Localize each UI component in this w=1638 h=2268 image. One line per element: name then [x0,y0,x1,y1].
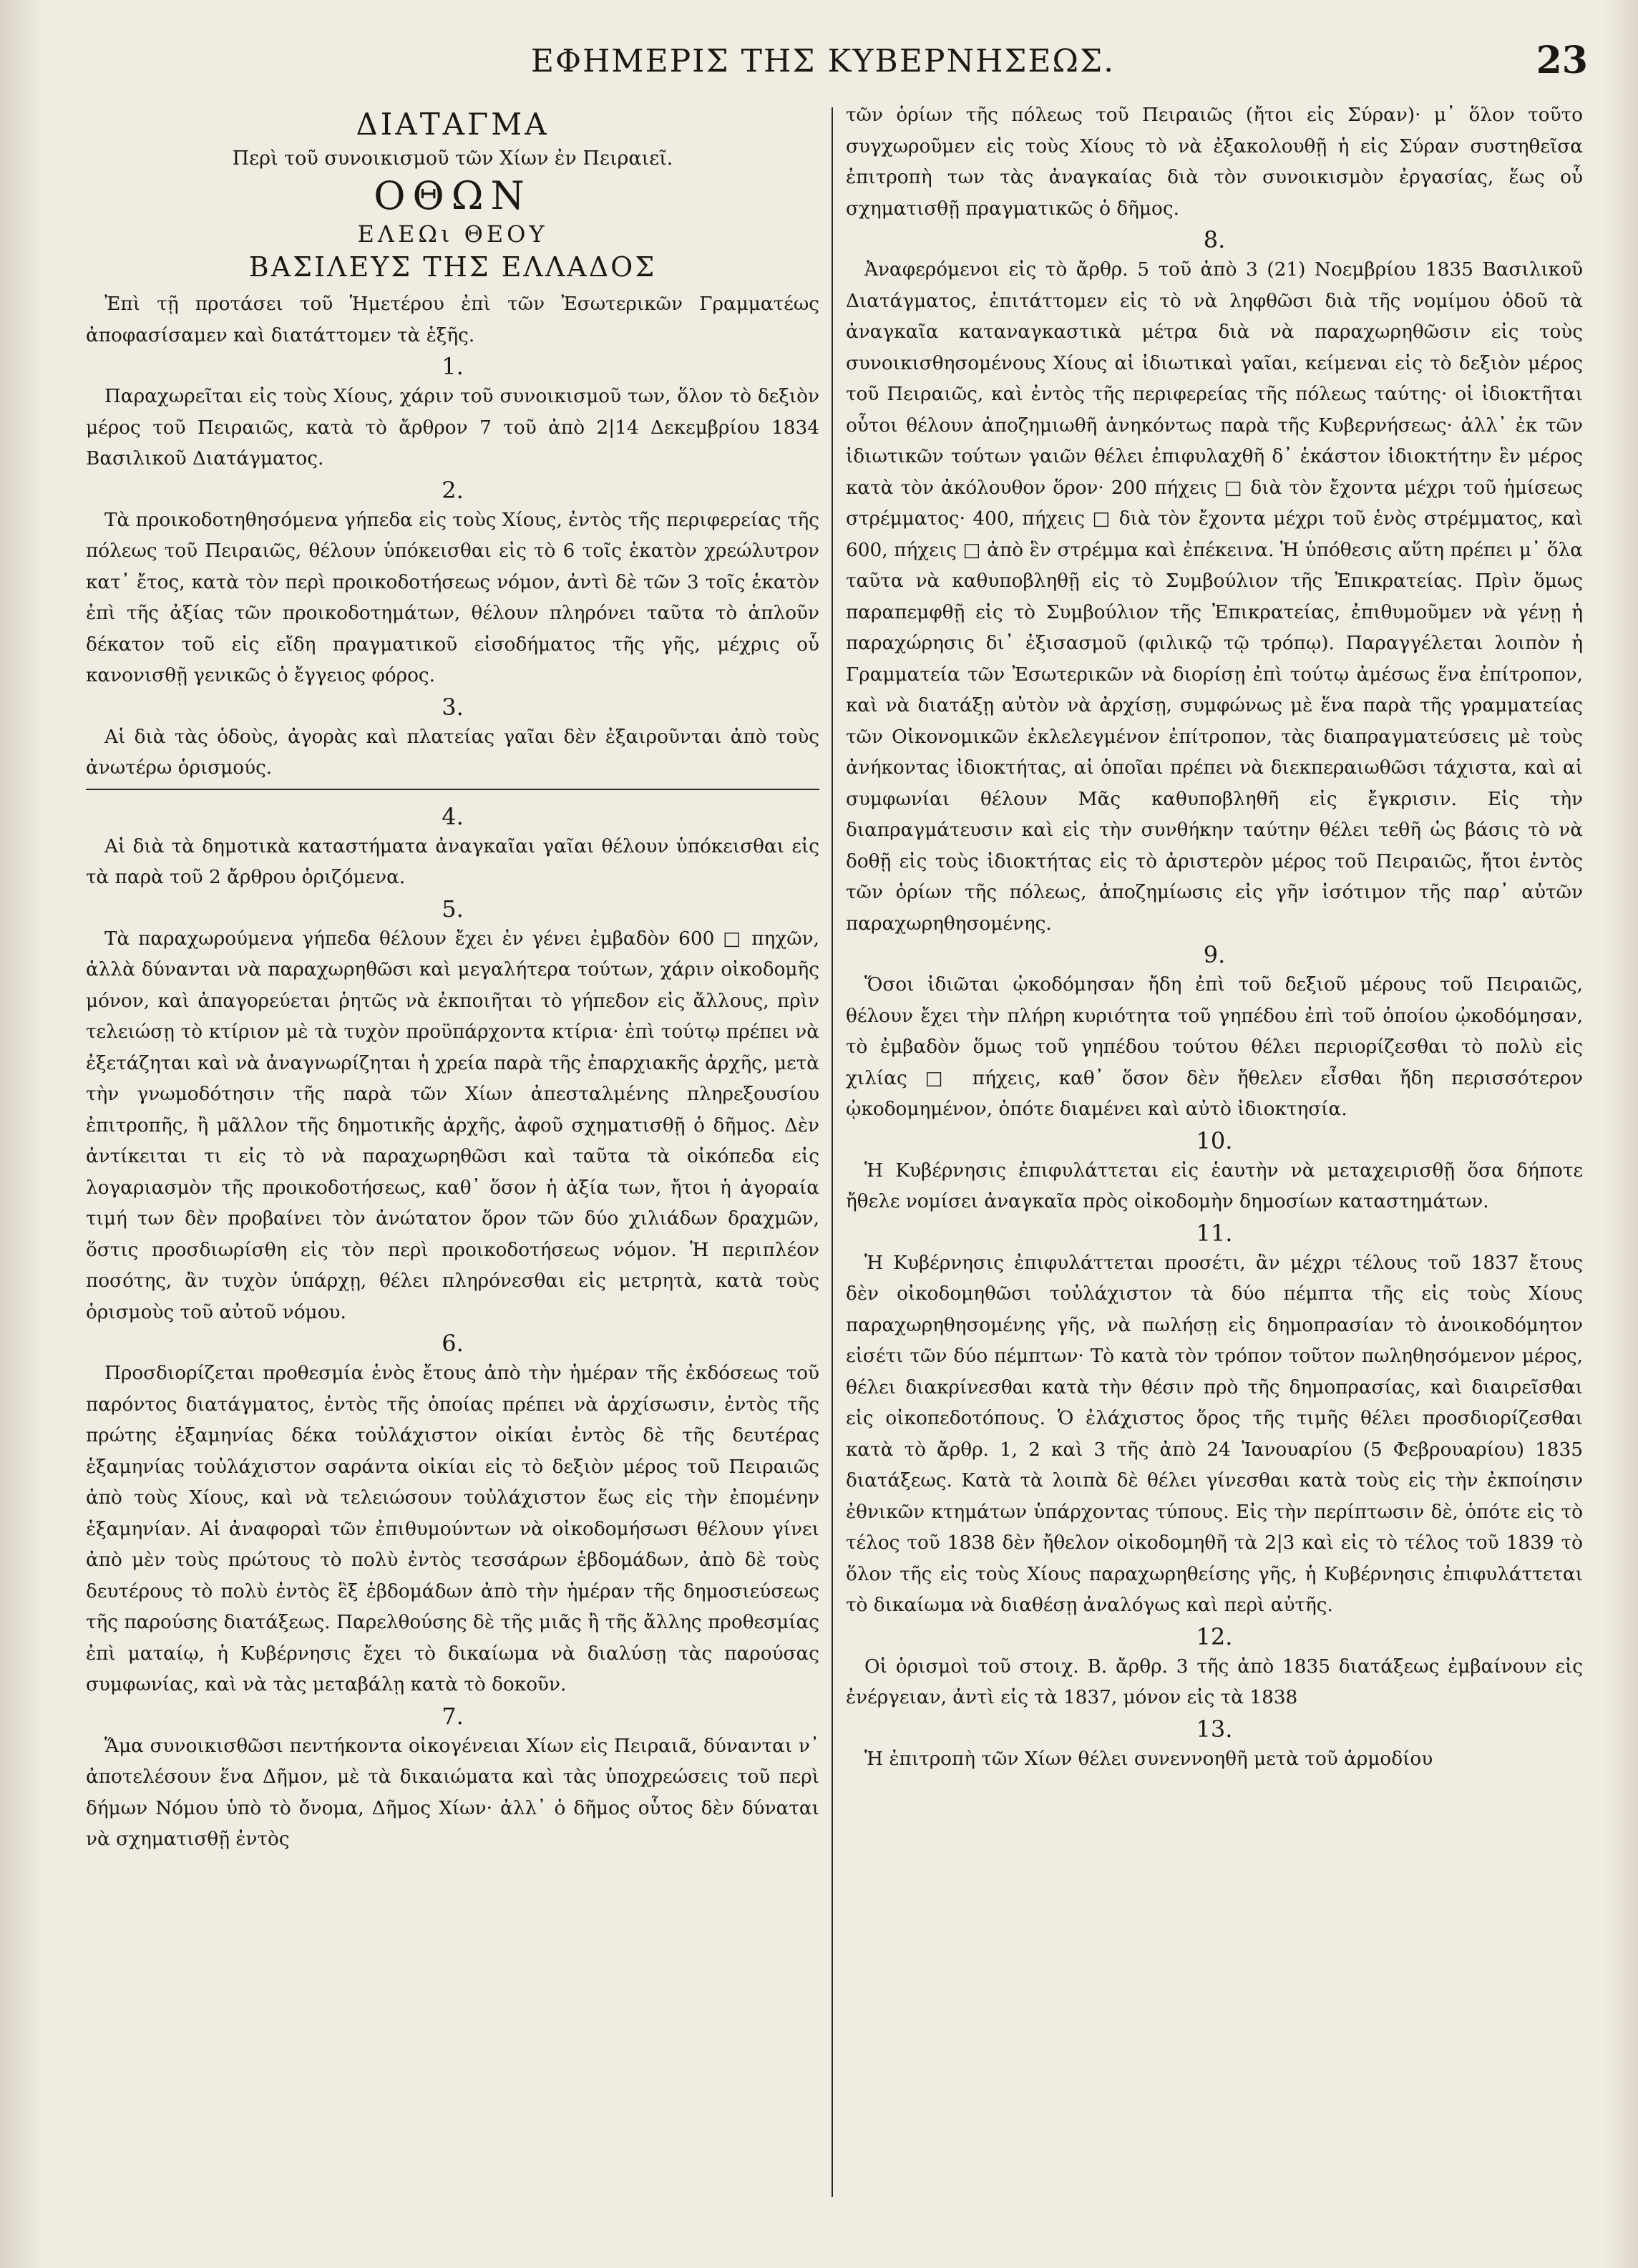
article-text: Ἀναφερόμενοι εἰς τὸ ἄρθρ. 5 τοῦ ἀπὸ 3 (21) Νοεμβρίου 1835 Βασιλικοῦ Διατάγματος, ἐπιτάττομεν εἰς τὸ νὰ ληφθῶσι διὰ τῆς νομίμου ὁδοῦ τὰ ἀναγκαῖα καταναγκαστικὰ μέτρα διὰ νὰ παραχωρηθῶσιν εἰς τοὺς συνοικισθησομένους Χίους αἱ ἰδιωτικαὶ γαῖαι, κείμεναι εἰς τὸ δεξιὸν μέρος τοῦ Πειραιῶς, καὶ ἐντὸς τῆς περιφερείας τῆς πόλεως ταύτης· οἱ ἰδιοκτῆται οὗτοι θέλουν ἀποζημιωθῆ ἀνηκόντως παρὰ τῆς Κυβερνήσεως· ἀλλ᾽ ἐκ τῶν ἰδιωτικῶν τούτων γαιῶν θέλει ἐπιφυλαχθῆ δ᾽ ἑκάστον ἰδιοκτήτην ἓν μέρος κατὰ τὸν ἀκόλουθον ὅρον· 200 πήχεις □ διὰ τὸν ἔχοντα μέχρι τοῦ ἡμίσεως στρέμματος· 400, πήχεις □ διὰ τὸν ἔχοντα μέχρι τοῦ ἑνὸς στρέμματος, καὶ 600, πήχεις □ ἀπὸ ἓν στρέμμα καὶ ἐπέκεινα. Ἡ ὑπόθεσις αὕτη πρέπει μ᾽ ὅλα ταῦτα νὰ καθυποβληθῇ εἰς τὸ Συμβούλιον τῆς Ἐπικρατείας. Πρὶν ὅμως παραπεμφθῇ εἰς τὸ Συμβούλιον τῆς Ἐπικρατείας, ἐπιθυμοῦμεν νὰ γένῃ ἡ παραχώρησις δι᾽ ἐξισασμοῦ (φιλικῷ τῷ τρόπῳ). Παραγγέλεται λοιπὸν ἡ Γραμματεία τῶν Ἐσωτερικῶν νὰ διορίσῃ ἐπὶ τούτῳ ἀμέσως ἕνα ἐπίτροπον, καὶ νὰ διατάξῃ αὐτὸν νὰ ἀρχίσῃ, συμφώνως μὲ ἕνα παρὰ τῆς γραμματείας τῶν Οἰκονομικῶν ἐκλελεγμένον ἐπίτροπον, τὰς διαπραγματεύσεις μὲ τοὺς ἀνήκοντας ἰδιοκτήτας, αἱ ὁποῖαι πρέπει νὰ διεκπεραιωθῶσι τάχιστα, καὶ αἱ συμφωνίαι θέλουν Μᾶς καθυποβληθῆ εἰς ἔγκρισιν. Εἰς τὴν διαπραγμάτευσιν καὶ εἰς τὴν συνθήκην ταύτην θέλει τεθῆ ὡς βάσις τὸ νὰ δοθῇ εἰς τοὺς ἰδιοκτήτας εἰς τὸ ἀριστερὸν μέρος τοῦ Πειραιῶς, ἤτοι ἐντὸς τῶν ὁρίων τῆς πόλεως, ἀποζημίωσις εἰς γῆν ἰσότιμον τῆς παρ᾽ αὐτῶν παραχωρηθησομένης. [846,259,1583,935]
decree-heading: ΔΙΑΤΑΓΜΑ [356,107,550,142]
article-text: Ὅσοι ἰδιῶται ᾠκοδόμησαν ἤδη ἐπὶ τοῦ δεξιοῦ μέρους τοῦ Πειραιῶς, θέλουν ἔχει τὴν πλήρη κυριότητα τοῦ γηπέδου ἐπὶ τοῦ ὁποίου ᾠκοδόμησαν, τὸ ἐμβαδὸν ὅμως τοῦ γηπέδου τούτου θέλει περιορίζεσθαι τὸ πολὺ εἰς χιλίας □ πήχεις, καθ᾽ ὅσον δὲν ἤθελεν εἶσθαι ἤδη περισσότερον ᾠκοδομημένον, ὁπότε διαμένει καὶ αὐτὸ ἰδιοκτησία. [846,974,1583,1120]
article-text: Ἡ Κυβέρνησις ἐπιφυλάττεται εἰς ἑαυτὴν νὰ μεταχειρισθῇ ὅσα δήποτε ἤθελε νομίσει ἀναγκαῖα πρὸς οἰκοδομὴν δημοσίων καταστημάτων. [846,1159,1583,1212]
article-number: 8. [1203,226,1226,253]
king-name: ΟΘΩΝ [374,173,532,218]
article-number: 1. [442,353,464,380]
article-number: 4. [442,802,464,830]
article-text: Προσδιορίζεται προθεσμία ἑνὸς ἔτους ἀπὸ τὴν ἡμέραν τῆς ἐκδόσεως τοῦ παρόντος διατάγματος, ἐντὸς τῆς ὁποίας πρέπει νὰ ἀρχίσωσιν, ἐντὸς τῆς πρώτης ἑξαμηνίας δέκα τοὐλάχιστον οἰκίαι ἐντὸς δὲ τῆς δευτέρας ἑξαμηνίας τοὐλάχιστον σαράντα οἰκίαι εἰς τὸ δεξιὸν μέρος τοῦ Πειραιῶς ἀπὸ τοὺς Χίους, καὶ νὰ τελειώσουν τοὐλάχιστον ἕως εἰς τὴν ἐπομένην ἑξαμηνίαν. Αἱ ἀναφοραὶ τῶν ἐπιθυμούντων νὰ οἰκοδομήσωσι θέλουν γίνει ἀπὸ μὲν τοὺς πρώτους τὸ πολὺ ἐντὸς τεσσάρων ἑβδομάδων, ἀπὸ δὲ τοὺς δευτέρους τὸ πολὺ ἐντὸς ἓξ ἑβδομάδων ἀπὸ τὴν ἡμέραν τῆς δημοσιεύσεως τῆς παρούσης διατάξεως. Παρελθούσης δὲ τῆς μιᾶς ἢ τῆς ἄλλης προθεσμίας ἐπὶ ματαίῳ, ἡ Κυβέρνησις ἔχει τὸ δικαίωμα νὰ διαλύσῃ τὰς παρούσας συμφωνίας, καὶ νὰ τὰς μεταβάλῃ κατὰ τὸ δοκοῦν. [86,1363,819,1695]
article-number: 11. [1196,1219,1233,1247]
article-number: 12. [1196,1622,1233,1650]
continued-text: τῶν ὁρίων τῆς πόλεως τοῦ Πειραιῶς (ἤτοι εἰς Σύραν)· μ᾽ ὅλον τοῦτο συγχωροῦμεν εἰς τοὺς Χίους τὸ νὰ ἐξακολουθῇ ἡ εἰς Σύραν συστηθεῖσα ἐπιτροπὴ των τὰς ἀναγκαίας διὰ τὸν συνοικισμὸν ἐργασίας, ἕως οὗ σχηματισθῇ πραγματικῶς ὁ δῆμος. [846,104,1583,220]
article-text: Αἱ διὰ τὰ δημοτικὰ καταστήματα ἀναγκαῖαι γαῖαι θέλουν ὑπόκεισθαι εἰς τὰ παρὰ τοῦ 2 ἄρθρου ὁριζόμενα. [86,835,819,888]
running-head [0,39,1638,93]
article-number: 3. [442,693,464,721]
article-text: Αἱ διὰ τὰς ὁδοὺς, ἀγορὰς καὶ πλατείας γαῖαι δὲν ἐξαιροῦνται ἀπὸ τοὺς ἀνωτέρω ὁρισμούς. [86,726,819,779]
gazette-title: ΕΦΗΜΕΡΙΣ ΤΗΣ ΚΥΒΕΡΝΗΣΕΩΣ. [530,43,1116,79]
article-number: 7. [442,1702,464,1730]
right-column [846,100,1583,1775]
article-text: Ἅμα συνοικισθῶσι πεντήκοντα οἰκογένειαι Χίων εἰς Πειραιᾶ, δύνανται ν᾽ ἀποτελέσουν ἕνα Δῆμον, μὲ τὰ δικαιώματα καὶ τὰς ὑποχρεώσεις τοῦ περὶ δήμων Νόμου ὑπὸ τὸ ὄνομα, Δῆμος Χίων· ἀλλ᾽ ὁ δῆμος οὗτος δὲν δύναται νὰ σχηματισθῇ ἐντὸς [86,1735,819,1850]
decree-subject: Περὶ τοῦ συνοικισμοῦ τῶν Χίων ἐν Πειραιεῖ. [232,147,673,170]
article-text: Ἡ Κυβέρνησις ἐπιφυλάττεται προσέτι, ἂν μέχρι τέλους τοῦ 1837 ἔτους δὲν οἰκοδομηθῶσι τοὐλάχιστον τὰ δύο πέμπτα τῆς εἰς τοὺς Χίους παραχωρηθησομένης γῆς, νὰ πωλήσῃ εἰς δημοπρασίαν τὸ ἀνοικοδόμητον εἰσέτι τῶν δύο πέμπτων· Τὸ κατὰ τὸν τρόπον τοῦτον πωληθησόμενον μέρος, θέλει διακρίνεσθαι κατὰ τὴν θέσιν πρὸ τῆς δημοπρασίας, καὶ διαιρεῖσθαι εἰς οἰκοπεδοτόπους. Ὁ ἐλάχιστος ὅρος τῆς τιμῆς θέλει προσδιορίζεσθαι κατὰ τὸ ἄρθρ. 1, 2 καὶ 3 τῆς ἀπὸ 24 Ἰανουαρίου (5 Φεβρουαρίου) 1835 διατάξεως. Κατὰ τὰ λοιπὰ δὲ θέλει γίνεσθαι κατὰ τοὺς εἰς τὴν ἐκποίησιν ἐθνικῶν κτημάτων ὑπάρχοντας τύπους. Εἰς τὴν περίπτωσιν δὲ, ὁπότε εἰς τὸ τέλος τοῦ 1838 δὲν ἤθελον οἰκοδομηθῆ τὰ 2|3 καὶ εἰς τὸ τέλος τοῦ 1839 τὸ ὅλον τῆς εἰς τοὺς Χίους παραχωρηθείσης γῆς, ἡ Κυβέρνησις ἐπιφυλάττεται τὸ δικαίωμα νὰ διαθέσῃ ἀναλόγως καὶ περὶ αὐτῆς. [846,1252,1583,1616]
article-text: Οἱ ὁρισμοὶ τοῦ στοιχ. Β. ἄρθρ. 3 τῆς ἀπὸ 1835 διατάξεως ἐμβαίνουν εἰς ἐνέργειαν, ἀντὶ εἰς τὰ 1837, μόνον εἰς τὰ 1838 [846,1655,1583,1708]
grace-of-god: ΕΛΕΩι ΘΕΟΥ [357,220,548,248]
article-text: Τὰ παραχωρούμενα γήπεδα θέλουν ἔχει ἐν γένει ἐμβαδὸν 600 □ πηχῶν, ἀλλὰ δύνανται νὰ παραχωρηθῶσι καὶ μεγαλήτερα τούτων, χάριν οἰκοδομῆς μόνον, καὶ ἀπαγορεύεται ῥητῶς νὰ ἐκποιῆται τὸ γήπεδον εἰς ἄλλους, πρὶν τελειώσῃ τὸ κτίριον μὲ τὰ τυχὸν προϋπάρχοντα κτίρια· ἐπὶ τούτῳ πρέπει νὰ ἐξετάζηται καὶ νὰ ἀναγνωρίζηται ἡ χρεία παρὰ τῆς ἐπαρχιακῆς ἀρχῆς, μετὰ τὴν γνωμοδότησιν τῆς παρὰ τῶν Χίων ἀπεσταλμένης πληρεξουσίου ἐπιτροπῆς, ἢ μᾶλλον τῆς δημοτικῆς ἀρχῆς, ἀφοῦ σχηματισθῇ ὁ δῆμος. Δὲν ἀντίκειται τι εἰς τὸ νὰ παραχωρηθῶσι καὶ ταῦτα τὰ οἰκόπεδα εἰς λογαριασμὸν τῆς προικοδοτήσεως, καθ᾽ ὅσον ἡ ἀξία των, ἤτοι ἡ ἀγοραία τιμή των δὲν προβαίνει τὸν ἀνώτατον ὅρον τῶν δύο χιλιάδων δραχμῶν, ὅστις προσδιωρίσθη εἰς τὸν περὶ προικοδοτήσεως νόμον. Ἡ περιπλέον ποσότης, ἂν τυχὸν ὑπάρχῃ, θέλει πληρόνεσθαι εἰς μετρητὰ, κατὰ τοὺς ὁρισμοὺς τοῦ αὐτοῦ νόμου. [86,928,819,1323]
article-text: Τὰ προικοδοτηθησόμενα γήπεδα εἰς τοὺς Χίους, ἐντὸς τῆς περιφερείας τῆς πόλεως τοῦ Πειραιῶς, θέλουν ὑπόκεισθαι εἰς τὸ 6 τοῖς ἑκατὸν χρεώλυτρον κατ᾽ ἔτος, κατὰ τὸν περὶ προικοδοτήσεως νόμον, ἀντὶ δὲ τῶν 3 τοῖς ἑκατὸν ἐπὶ τῆς ἀξίας τῶν προικοδοτημάτων, θέλουν πληρόνει ταῦτα τὸ ἁπλοῦν δέκατον τοῦ εἰς εἴδη πραγματικοῦ εἰσοδήματος τῆς γῆς, μέχρις οὗ κανονισθῇ γενικῶς ὁ ἔγγειος φόρος. [86,509,819,686]
article-number: 2. [442,476,464,504]
article-text: Παραχωρεῖται εἰς τοὺς Χίους, χάριν τοῦ συνοικισμοῦ των, ὅλον τὸ δεξιὸν μέρος τοῦ Πειραιῶς, κατὰ τὸ ἄρθρον 7 τοῦ ἀπὸ 2|14 Δεκεμβρίου 1834 Βασιλικοῦ Διατάγματος. [86,386,819,469]
left-column [86,100,819,1856]
article-number: 5. [442,895,464,923]
king-title: ΒΑΣΙΛΕΥΣ ΤΗΣ ΕΛΛΑΔΟΣ [248,251,657,283]
article-number: 6. [442,1330,464,1357]
article-number: 9. [1203,941,1226,968]
article-number: 13. [1196,1715,1233,1743]
article-number: 10. [1196,1126,1233,1154]
section-rule [86,789,819,799]
article-text: Ἡ ἐπιτροπὴ τῶν Χίων θέλει συνεννοηθῆ μετὰ τοῦ ἁρμοδίου [864,1748,1433,1770]
preamble: Ἐπὶ τῇ προτάσει τοῦ Ἡμετέρου ἐπὶ τῶν Ἐσωτερικῶν Γραμματέως ἀποφασίσαμεν καὶ διατάττομεν τὰ ἑξῆς. [86,293,819,346]
column-divider [832,107,833,2197]
page-number: 23 [1536,39,1588,82]
